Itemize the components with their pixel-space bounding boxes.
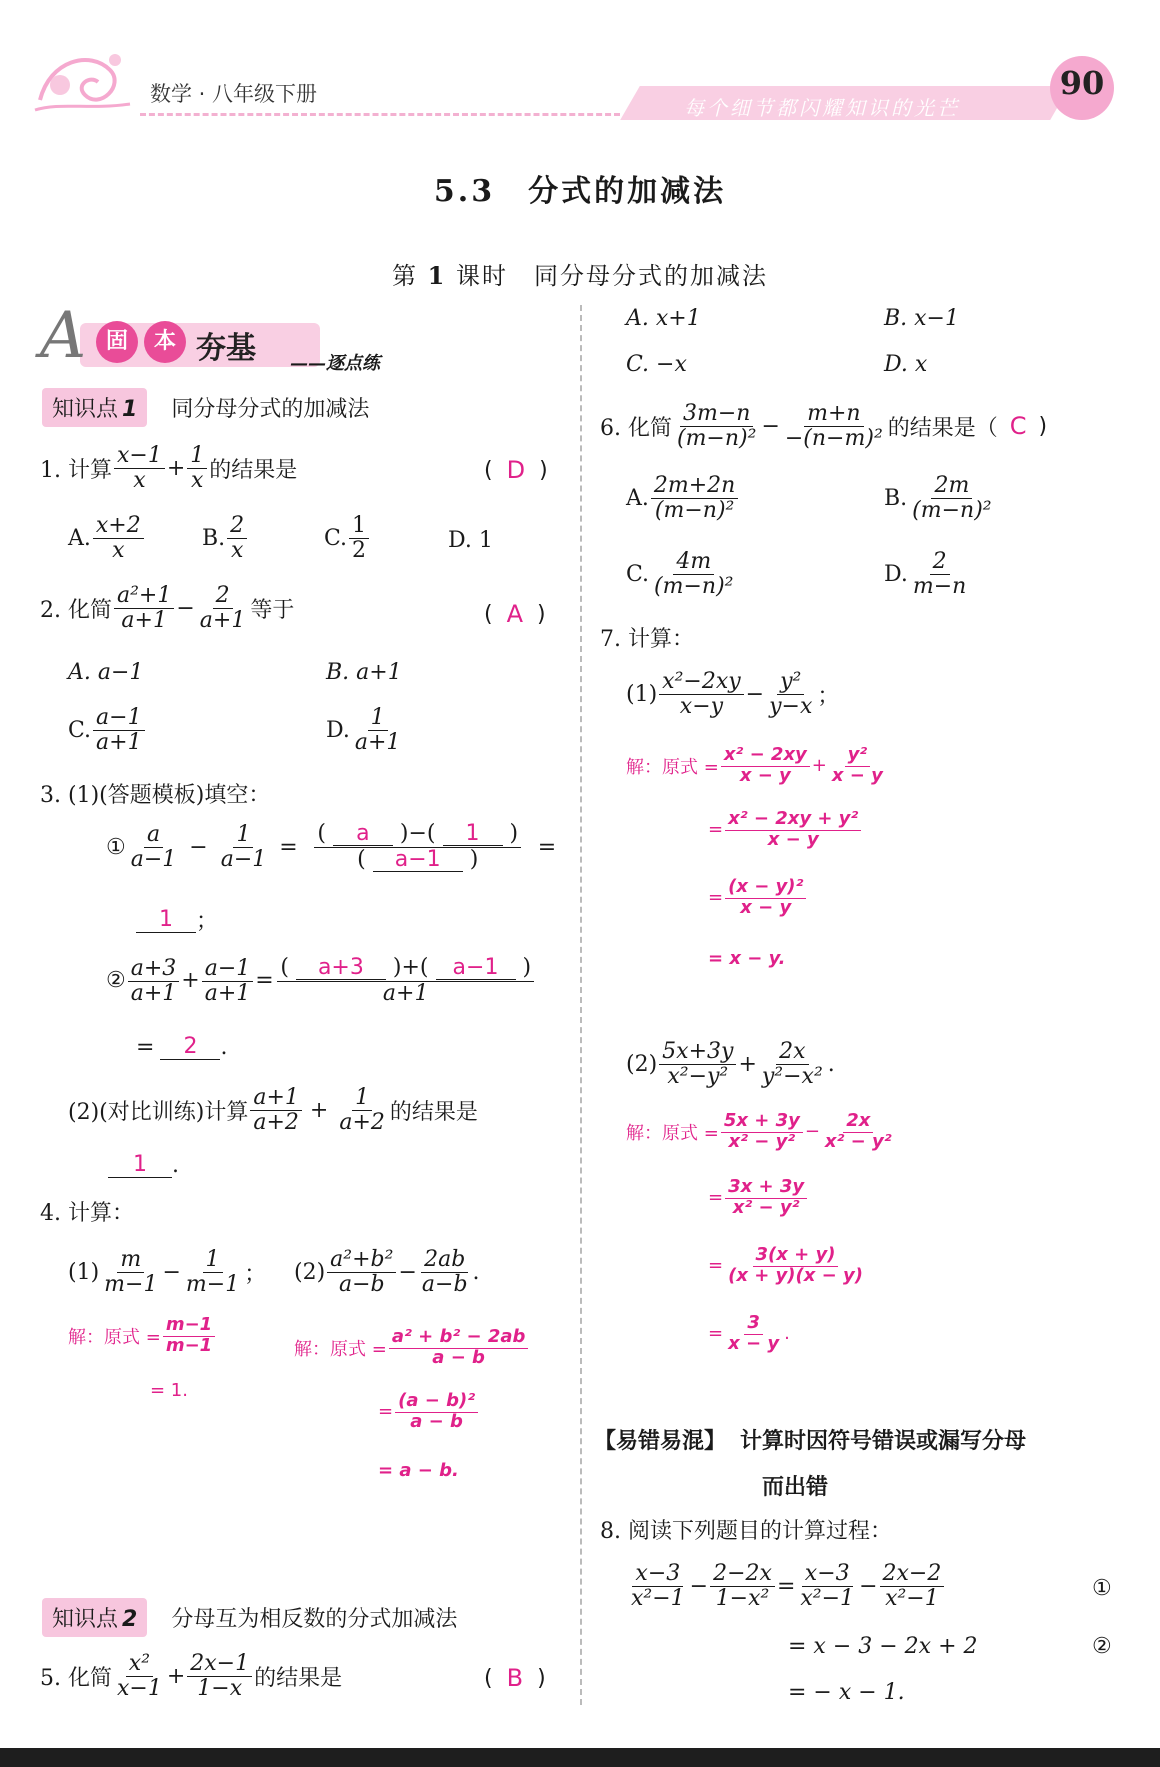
q7-s2-frac-4 <box>725 1314 782 1354</box>
q4-solution-2 <box>294 1328 530 1368</box>
q7-s2-den2: x² − y² <box>732 1196 800 1218</box>
q8-l1a-num: x−3 <box>632 1562 683 1587</box>
mistake-tag: 【易错易混】 <box>594 1429 727 1454</box>
q6-answer: C <box>1009 412 1027 441</box>
q6-option-b: B. <box>884 485 908 511</box>
footer-bar <box>0 1748 1160 1767</box>
q7-s2b-den: x² − y² <box>824 1130 892 1152</box>
q3-p2f-den: a+2 <box>253 1110 299 1136</box>
q4-s1-frac <box>163 1316 215 1356</box>
q3-c1-blank-c: a−1 <box>373 848 463 872</box>
kp2-tag <box>42 1598 147 1637</box>
q3-prefix: 3. (1)(答题模板)填空： <box>40 783 271 808</box>
q3-c2f1-num: a+3 <box>128 957 180 982</box>
q7-part-1: (1) $\frac{\text{x²−2xy}}{x-y}$ − $\frac{\text{y²}}{y-x}$ ； <box>626 669 840 720</box>
q6-ob-frac <box>909 474 994 522</box>
q7-s1-frac-a <box>721 746 810 786</box>
q6-option-c-row <box>626 550 739 598</box>
q1-ob-den: x <box>230 538 244 564</box>
q7-p2-f1 <box>659 1040 736 1088</box>
q8-l1a-den: x²−1 <box>631 1586 685 1612</box>
q2-od-num: 1 <box>368 706 388 731</box>
q1-option-c: C. <box>324 525 348 551</box>
q7-s2-frac-b <box>822 1112 895 1152</box>
q6-g-den: −(n−m)² <box>784 426 883 452</box>
q3-part-2: (2)(对比训练)计算 $\frac{a+1}{a+2}$ + $\frac{1}{a+2}$ 的结果是 <box>68 1085 478 1136</box>
q3-c2-marker: ② <box>106 968 126 994</box>
header-dashed-line <box>140 113 620 116</box>
q1-oc-frac <box>349 514 369 562</box>
q7-p1-label: (1) <box>626 681 658 707</box>
kp1-number: 1 <box>122 397 138 422</box>
q3-p2g-num: 1 <box>352 1086 372 1111</box>
q3-p2-f2 <box>336 1086 388 1134</box>
q6-ob-den: (m−n)² <box>912 498 992 524</box>
q1-fraction-1 <box>114 444 165 492</box>
q8-l1b-den: 1−x² <box>715 1586 770 1612</box>
kp2-label: 知识点 <box>52 1607 119 1632</box>
q1-option-a: A. <box>68 525 91 551</box>
q1-plus: + <box>166 455 186 481</box>
q7-p2b-num: 2x <box>776 1040 808 1065</box>
q1-f2-num: 1 <box>187 444 207 469</box>
q5-f-num: x² <box>126 1652 153 1677</box>
q2-suffix: 等于 <box>250 597 295 623</box>
q5-suffix: 的结果是 <box>254 1665 343 1691</box>
q1-oc-num: 1 <box>349 514 369 539</box>
q7-p2a-num: 5x+3y <box>659 1040 736 1065</box>
q6-stem: 6. 化简 $\frac{3m-n}{\text{(m−n)²}}$ − $\frac{m+n}{\text{−(n−m)²}}$ 的结果是（ C ) <box>600 401 1048 452</box>
q7-solution-2: 解：原式 = $\frac{5x + 3y}{\text{x² − y²}}$ − $\frac{2x}{\text{x² − y²}}$ <box>626 1112 897 1152</box>
q4-p1a-den: m−1 <box>104 1272 158 1298</box>
q4-s2-num2: (a − b)² <box>395 1392 478 1413</box>
q2-fraction-1 <box>114 584 174 632</box>
q1-option-b: B. <box>202 525 226 551</box>
q3-c2-blank-a: a+3 <box>296 956 386 980</box>
q7-s2-step-2: = $\frac{3x + 3y}{\text{x² − y²}}$ <box>708 1178 809 1218</box>
q4-p1b-den: m−1 <box>185 1272 240 1298</box>
q1-option-c-row <box>324 514 371 562</box>
q4-solution-1 <box>68 1316 217 1356</box>
q7-s1a-den: x − y <box>739 764 791 786</box>
lesson-rest: 课时 同分母分式的加减法 <box>455 262 768 290</box>
q8-marker-2: ② <box>1092 1634 1112 1659</box>
section-title: 5.3 分式的加减法 <box>433 174 727 209</box>
q4-s2-frac-1 <box>389 1328 529 1368</box>
q2-option-b: B. a+1 <box>326 660 402 685</box>
q6-fraction-2 <box>782 402 886 450</box>
q6-f-num: 3m−n <box>680 402 753 427</box>
q3-c2-den: a+1 <box>382 981 429 1007</box>
q6-option-a: A. <box>626 485 649 511</box>
q5-prefix: 5. 化简 <box>40 1665 112 1691</box>
q3-p2f-num: a+1 <box>250 1086 302 1111</box>
q1-oa-num: x+2 <box>93 514 144 539</box>
q7-s1-den2: x − y <box>767 828 819 850</box>
q3-c2f1-den: a+1 <box>130 980 177 1006</box>
q7-solution-1: 解：原式 = $\frac{\text{x² − 2xy}}{x - y}$ + $\frac{\text{y²}}{x - y}$ <box>626 746 888 786</box>
q3-c1-blank-b: 1 <box>443 822 503 846</box>
q8-line-3: = − x − 1. <box>788 1680 905 1705</box>
q3-c2-blank-b: a−1 <box>436 956 516 980</box>
q7-s2-den4: x − y <box>728 1332 780 1354</box>
q5-answer: B <box>506 1664 524 1692</box>
q3-p2-f1 <box>250 1086 302 1134</box>
q2-prefix: 2. 化简 <box>40 597 112 623</box>
q4-p2b-num: 2ab <box>421 1248 468 1273</box>
q2-f2-den: a+1 <box>199 608 246 634</box>
q4-s1-den: m−1 <box>165 1334 213 1356</box>
q7-p2-label: (2) <box>626 1051 658 1077</box>
q2-minus: − <box>176 595 195 621</box>
q3-c2-f1 <box>128 957 180 1005</box>
q3-c2-f2 <box>202 957 254 1005</box>
q3-c1-f2 <box>218 823 270 871</box>
q1-option-b-row <box>202 514 249 562</box>
q5-option-b: B. x−1 <box>884 306 959 331</box>
q7-s1-frac-3 <box>725 878 806 918</box>
kp1-tag <box>42 388 147 427</box>
q7-s2-step-4: = $\frac{3}{x - y}$ . <box>708 1312 790 1354</box>
kp1-title: 同分母分式的加减法 <box>171 397 370 422</box>
q3-c1-f1 <box>128 823 180 871</box>
q1-prefix: 1. 计算 <box>40 457 112 483</box>
q3-p2g-den: a+2 <box>339 1110 385 1136</box>
q7-s1-num2: x² − 2xy + y² <box>725 810 861 831</box>
q7-s1-step-3: = $\frac{\text{(x − y)²}}{x - y}$ <box>708 878 808 918</box>
q1-answer: D <box>506 456 526 484</box>
q4-s2-den2: a − b <box>410 1410 463 1432</box>
q3-c1-res: 1 <box>136 907 196 933</box>
q3-c1f1-num: a <box>144 823 163 848</box>
q6-oa-num: 2m+2n <box>651 474 738 499</box>
q7-s2-lead: 解：原式 = <box>626 1122 719 1144</box>
q5-option-d: D. x <box>884 352 928 377</box>
q3-c1f1-den: a−1 <box>130 847 177 873</box>
lesson-label: 第 <box>392 262 418 290</box>
column-divider <box>580 305 582 1705</box>
q5-fraction-2 <box>187 1652 252 1700</box>
q6-oc-den: (m−n)² <box>654 574 734 600</box>
q6-oc-frac <box>651 550 736 598</box>
q4-prefix: 4. 计算： <box>40 1201 134 1226</box>
mistake-text-1: 计算时因符号错误或漏写分母 <box>740 1429 1027 1454</box>
q5-f-den: x−1 <box>116 1676 162 1702</box>
q2-option-c: C. <box>68 717 92 743</box>
q4-s1-lead: 解：原式 = <box>68 1326 161 1348</box>
banner-circle-1: 固 <box>96 321 138 363</box>
q6-od-num: 2 <box>930 550 950 575</box>
q1-answer-box: ( D ) <box>484 456 548 484</box>
q4-s2-result: = a − b. <box>378 1460 459 1481</box>
q4-s2-step-2: = $\frac{\text{(a − b)²}}{a - b}$ <box>378 1392 480 1432</box>
q7-prefix: 7. 计算： <box>600 627 694 652</box>
q4-p2-f2 <box>419 1248 471 1296</box>
q7-p1b-den: y−x <box>769 694 813 720</box>
q2-option-a: A. a−1 <box>68 660 144 685</box>
q6-od-frac <box>910 550 969 598</box>
q3-c1-final: 1 ； <box>136 904 218 935</box>
q2-option-d-row <box>326 706 405 754</box>
lesson-number: 1 <box>427 261 447 290</box>
q3-c1-blank-a: a <box>333 822 393 846</box>
q7-s1b-num: y² <box>845 746 871 767</box>
header-ornament <box>30 40 140 120</box>
q4-p1-f1 <box>101 1248 160 1296</box>
q1-f1-den: x <box>133 468 146 494</box>
q7-s2a-den: x² − y² <box>728 1130 796 1152</box>
banner-main: 夯基 <box>196 331 256 366</box>
q7-s1a-num: x² − 2xy <box>721 746 810 767</box>
q7-s2-frac-a <box>721 1112 803 1152</box>
q5-stem: 5. 化简 $\frac{\text{x²}}{x-1}$ + $\frac{2x-1}{1-x}$ 的结果是 <box>40 1651 343 1702</box>
lesson-title <box>0 256 1160 291</box>
q7-s2-num4: 3 <box>744 1314 763 1335</box>
q6-od-den: m−n <box>912 574 967 600</box>
q8-l1-fb <box>710 1562 775 1610</box>
q4-s1-result: = 1. <box>150 1380 188 1401</box>
q6-suffix: 的结果是（ <box>887 415 998 441</box>
kp1-label: 知识点 <box>52 397 119 422</box>
q6-option-c: C. <box>626 561 650 587</box>
banner-sub: ——逐点练 <box>290 353 380 374</box>
kp2-title: 分母互为相反数的分式加减法 <box>171 1607 458 1632</box>
page-number: 90 <box>1059 64 1105 102</box>
q4-p2a-num: a²+b² <box>327 1248 396 1273</box>
q6-g-num: m+n <box>804 402 863 427</box>
q1-oa-den: x <box>112 538 125 564</box>
q7-p1-f2 <box>766 670 815 718</box>
q3-c1-marker: ① <box>106 834 126 860</box>
q6-oa-den: (m−n)² <box>654 498 735 524</box>
q7-part-2: (2) $\frac{5x+3y}{\text{x²−y²}}$ + $\frac{2x}{\text{y²−x²}}$ . <box>626 1039 835 1090</box>
q7-p2a-den: x²−y² <box>667 1064 729 1090</box>
q7-s1-den3: x − y <box>740 896 792 918</box>
q3-c2-final: = 2 . <box>136 1034 228 1060</box>
q6-oc-num: 4m <box>673 550 714 575</box>
q7-s1-frac-2 <box>725 810 861 850</box>
q1-f1-num: x−1 <box>114 444 165 469</box>
q1-suffix: 的结果是 <box>209 457 298 483</box>
q7-s1b-den: x − y <box>831 764 883 786</box>
q1-oc-den: 2 <box>352 538 367 564</box>
q7-s2-frac-2 <box>725 1178 807 1218</box>
q7-s2-den3: (x + y)(x − y) <box>728 1264 863 1286</box>
q3-c2f2-den: a+1 <box>204 980 251 1006</box>
q4-s2-num: a² + b² − 2ab <box>389 1328 529 1349</box>
q2-f1-den: a+1 <box>121 608 167 634</box>
knowledge-point-1 <box>42 388 369 427</box>
q8-l1d-den: x²−1 <box>885 1586 939 1612</box>
q7-s2b-num: 2x <box>843 1112 873 1133</box>
q8-l1-fd <box>880 1562 945 1610</box>
q7-p1a-den: x−y <box>679 694 724 720</box>
q2-fraction-2 <box>197 584 249 632</box>
q4-p1b-num: 1 <box>203 1248 223 1273</box>
q6-option-d: D. <box>884 561 908 587</box>
section-banner <box>40 299 410 375</box>
q2-option-c-row <box>68 706 147 754</box>
q8-l1d-num: 2x−2 <box>880 1562 945 1587</box>
q7-s1-frac-b <box>829 746 886 786</box>
q5-g-num: 2x−1 <box>187 1652 252 1677</box>
q6-oa-frac <box>651 474 738 522</box>
q2-answer-box: ( A ) <box>484 600 546 628</box>
banner-letter: A <box>40 299 87 373</box>
q7-s2-num2: 3x + 3y <box>725 1178 807 1199</box>
q4-s2-frac-2 <box>395 1392 478 1432</box>
q1-oa-frac <box>93 514 144 562</box>
q2-stem <box>40 584 294 632</box>
q4-p2b-den: a−b <box>421 1272 468 1298</box>
q1-option-d: D. 1 <box>448 528 493 553</box>
q5-option-c: C. −x <box>626 352 687 377</box>
q4-p1a-num: m <box>117 1248 144 1273</box>
q6-fraction-1 <box>674 402 759 450</box>
q2-oc-den: a+1 <box>96 730 142 756</box>
kp2-number: 2 <box>122 1607 138 1632</box>
q3-c2-res: 2 <box>160 1034 220 1060</box>
q3-case-1: ① $\frac{a}{a-1}$ − $\frac{1}{a-1}$ = $\frac{( a )-( 1 )}{( a-1 )}$ = <box>106 821 557 873</box>
q5-option-a: A. x+1 <box>626 306 701 331</box>
q8-line-2: = x − 3 − 2x + 2 <box>788 1634 978 1659</box>
q3-c2f2-num: a−1 <box>202 957 254 982</box>
q7-s2-frac-3 <box>725 1246 866 1286</box>
q4-s1-num: m−1 <box>163 1316 215 1337</box>
q7-s2a-num: 5x + 3y <box>721 1112 803 1133</box>
q8-l1c-num: x−3 <box>802 1562 853 1587</box>
q8-l1-fc <box>797 1562 857 1610</box>
q4-part-1: (1) $\frac{m}{m-1}$ − $\frac{1}{m-1}$ ； <box>68 1247 267 1298</box>
q7-s1-num3: (x − y)² <box>725 878 806 899</box>
header-book: 数学 · 八年级下册 <box>150 82 318 106</box>
q7-s2-step-3: = $\frac{3(x + y)}{(x + y)(x - y)}$ <box>708 1246 868 1286</box>
q3-c1f2-den: a−1 <box>220 847 267 873</box>
q3-p2-final: 1 . <box>108 1152 179 1178</box>
q8-l1b-num: 2−2x <box>710 1562 775 1587</box>
q1-ob-num: 2 <box>227 514 247 539</box>
knowledge-point-2 <box>42 1598 457 1637</box>
q8-prefix: 8. 阅读下列题目的计算过程： <box>600 1519 892 1544</box>
q4-p2-label: (2) <box>294 1259 326 1285</box>
q7-p1a-num: x²−2xy <box>659 670 744 695</box>
q2-od-den: a+1 <box>354 730 401 756</box>
q1-fraction-2 <box>187 444 207 492</box>
q6-f-den: (m−n)² <box>676 426 757 452</box>
q1-f2-den: x <box>191 468 204 494</box>
q6-option-d-row <box>884 550 971 598</box>
q2-answer: A <box>506 600 524 628</box>
q4-s2-den: a − b <box>432 1346 485 1368</box>
q8-l1c-den: x²−1 <box>800 1586 855 1612</box>
q7-s2-num3: 3(x + y) <box>753 1246 839 1267</box>
q6-ob-num: 2m <box>931 474 972 499</box>
q1-options <box>68 514 146 562</box>
q7-s1-step-2: = $\frac{\text{x² − 2xy + y²}}{x - y}$ <box>708 810 863 850</box>
q7-p2-f2 <box>759 1040 826 1088</box>
q3-c1-result-frac: $\frac{( a )-( 1 )}{( a-1 )}$ <box>308 822 528 872</box>
q4-p1-f2 <box>183 1248 242 1296</box>
q8-l1-fa <box>628 1562 688 1610</box>
q3-p2-prefix: (2)(对比训练)计算 <box>68 1099 249 1125</box>
mistake-text-2: 而出错 <box>762 1475 829 1500</box>
mistake-note <box>594 1424 1026 1455</box>
q7-p1-f1 <box>659 670 744 718</box>
q5-fraction-1 <box>114 1652 165 1700</box>
q7-s1-result: = x − y. <box>708 948 786 969</box>
q4-p2-f1 <box>327 1248 396 1296</box>
q2-od-frac <box>352 706 404 754</box>
q7-p1b-num: y² <box>777 670 804 695</box>
q2-f1-num: a²+1 <box>114 584 174 609</box>
q3-c1f2-num: 1 <box>233 823 253 848</box>
q4-s2-lead: 解：原式 = <box>294 1338 387 1360</box>
q1-ob-frac <box>227 514 247 562</box>
q8-line-1: $\frac{x-3}{\text{x²−1}}$ − $\frac{2-2x}{\text{1−x²}}$ = $\frac{x-3}{\text{x²−1}}$ − $\frac{2x-2}{\text{x²−1}}$ <box>626 1562 946 1610</box>
q5-g-den: 1−x <box>197 1676 243 1702</box>
q8-marker-1: ① <box>1092 1576 1112 1601</box>
q2-oc-frac <box>93 706 145 754</box>
q7-p2b-den: y²−x² <box>761 1064 823 1090</box>
q6-option-b-row <box>884 474 997 522</box>
banner-circle-2: 本 <box>144 321 186 363</box>
q3-c2-result-frac: $\frac{( a+3 )+( a-1 )}{a+1}$ <box>276 956 536 1005</box>
q1-stem <box>40 444 297 492</box>
header-slogan: 每个细节都闪耀知识的光芒 <box>684 96 960 120</box>
q3-case-2: ② $\frac{a+3}{a+1}$ + $\frac{a-1}{a+1}$ = $\frac{( a+3 )+( a-1 )}{a+1}$ <box>106 956 538 1005</box>
q3-p2-suffix: 的结果是 <box>389 1099 478 1125</box>
q4-part-2: (2) $\frac{\text{a²+b²}}{a-b}$ − $\frac{2ab}{a-b}$ . <box>294 1247 480 1298</box>
q6-option-a-row <box>626 474 740 522</box>
q2-oc-num: a−1 <box>93 706 145 731</box>
q3-p2-res: 1 <box>108 1152 172 1178</box>
q6-prefix: 6. 化简 <box>600 415 672 441</box>
q5-answer-box: ( B ) <box>484 1664 546 1692</box>
q4-p2a-den: a−b <box>338 1272 385 1298</box>
q4-p1-label: (1) <box>68 1259 100 1285</box>
q2-option-d: D. <box>326 717 350 743</box>
q7-s1-lead: 解：原式 = <box>626 756 719 778</box>
q2-f2-num: 2 <box>213 584 233 609</box>
